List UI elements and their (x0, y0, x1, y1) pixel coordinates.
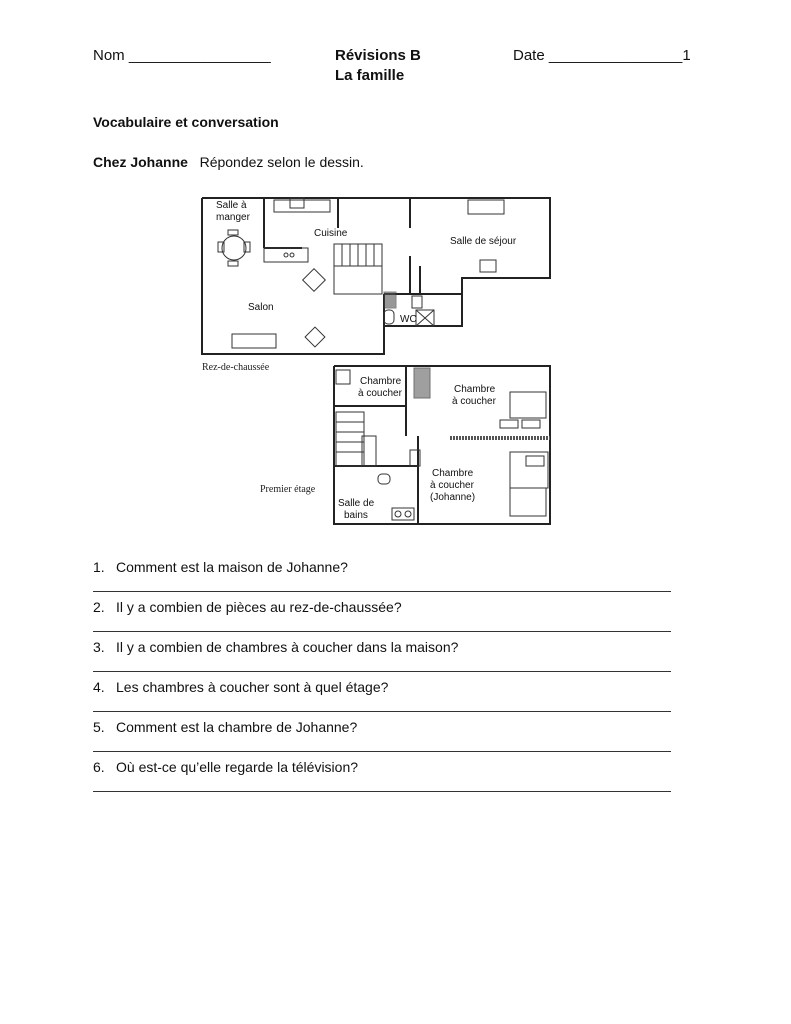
section-title: Vocabulaire et conversation (93, 114, 279, 130)
wc-toilet (384, 310, 394, 324)
date-field-label: Date ________________1 (513, 47, 691, 64)
label-wc: WC (400, 314, 417, 325)
label-chambre1-1: Chambre (360, 376, 402, 387)
label-salle-de-sejour: Salle de séjour (450, 236, 517, 247)
answer-line-2[interactable] (93, 631, 671, 632)
dining-table (222, 236, 246, 260)
question-5: 5. Comment est la chambre de Johanne? (93, 719, 358, 735)
answer-line-4[interactable] (93, 711, 671, 712)
question-4: 4. Les chambres à coucher sont à quel étage? (93, 679, 389, 695)
first-floor-label: Premier étage (260, 484, 316, 495)
question-3: 3. Il y a combien de chambres à coucher dans la maison? (93, 639, 459, 655)
label-cuisine: Cuisine (314, 228, 348, 239)
instruction-text: Répondez selon le dessin. (199, 154, 364, 170)
label-salle-a-manger-2: manger (216, 212, 250, 223)
answer-line-5[interactable] (93, 751, 671, 752)
armchair-1 (303, 269, 326, 292)
instruction-label: Chez Johanne (93, 154, 188, 170)
floor-plan (178, 186, 562, 530)
name-field-label: Nom _________________ (93, 47, 271, 64)
desk (510, 488, 546, 516)
answer-line-6[interactable] (93, 791, 671, 792)
worksheet-subtitle: La famille (335, 67, 405, 84)
salon-sofa (232, 334, 276, 348)
answer-line-3[interactable] (93, 671, 671, 672)
label-chambre3-3: (Johanne) (430, 492, 476, 503)
ground-floor-walls (202, 198, 550, 354)
bed-1 (336, 370, 350, 384)
ground-floor-label: Rez-de-chaussée (202, 362, 270, 373)
question-1: 1. Comment est la maison de Johanne? (93, 559, 348, 575)
tv (480, 260, 496, 272)
answer-line-1[interactable] (93, 591, 671, 592)
armchair-2 (305, 327, 325, 347)
instruction (93, 154, 364, 170)
bed-2 (510, 392, 546, 418)
sejour-sofa (468, 200, 504, 214)
label-chambre3-2: à coucher (430, 480, 474, 491)
kitchen-counter-lower (264, 248, 308, 262)
label-salle-a-manger-1: Salle à (216, 200, 247, 211)
label-chambre2-2: à coucher (452, 396, 496, 407)
kitchen-counter-top (274, 200, 330, 212)
label-salon: Salon (248, 302, 274, 313)
question-2: 2. Il y a combien de pièces au rez-de-chaussée? (93, 599, 402, 615)
first-stairs (336, 412, 364, 466)
label-chambre3-1: Chambre (432, 468, 474, 479)
label-chambre1-2: à coucher (358, 388, 402, 399)
question-6: 6. Où est-ce qu’elle regarde la télévision? (93, 759, 359, 775)
bed-johanne (510, 452, 548, 488)
label-salle-de-bains-2: bains (344, 510, 368, 521)
label-salle-de-bains-1: Salle de (338, 498, 375, 509)
label-chambre2-1: Chambre (454, 384, 496, 395)
worksheet-title: Révisions B (335, 47, 421, 64)
